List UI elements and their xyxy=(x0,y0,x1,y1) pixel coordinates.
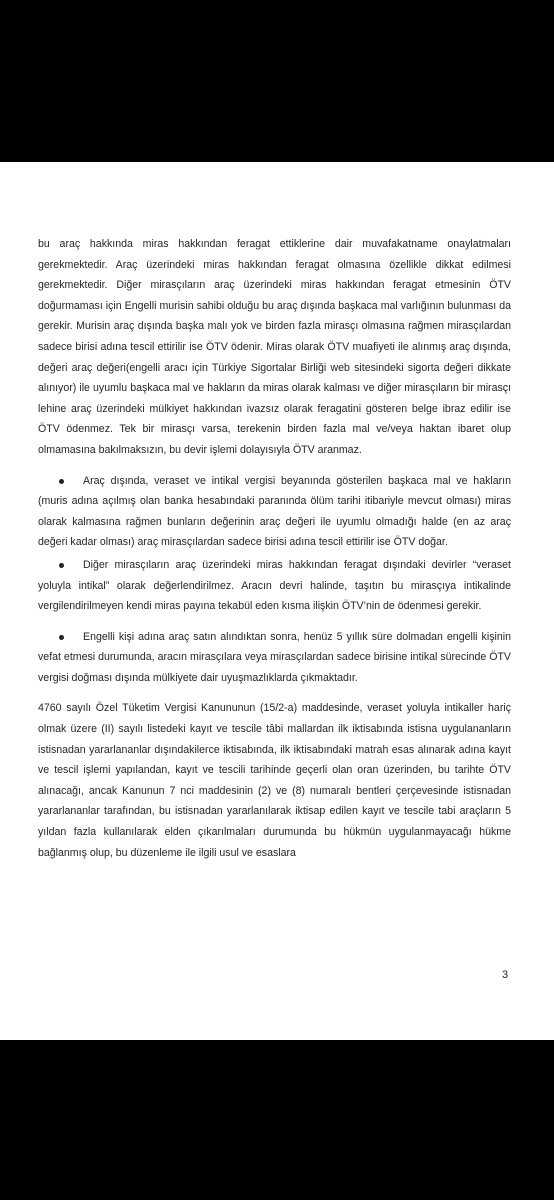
bullet-item xyxy=(38,555,511,617)
paragraph: 4760 sayılı Özel Tüketim Vergisi Kanununun (15/2-a) maddesinde, veraset yoluyla intikaller hariç olmak üzere (II) sayılı listedeki kayıt ve tescile tâbi mallardan ilk iktisabında istisna uygulananların istisnadan yararlananlar dışındakilerce iktisabında, ilk iktisabındaki matrah esas alınarak adına kayıt ve tescil işlemi yapılandan, kayıt ve tescili tarihinde geçerli olan oran üzerinden, bu tarihte ÖTV alınacağı, ancak Kanunun 7 nci maddesinin (2) ve (8) numaralı bentleri çerçevesinde istisnadan yararlananlar tarafından, bu istisnadan yararlanılarak iktisap edilen kayıt ve tescile tabi araçların 5 yıldan fazla kullanılarak elden çıkarılmaları durumunda bu hükmün uygulanmayacağı hükme bağlanmış olup, bu düzenleme ile ilgili usul ve esaslara xyxy=(38,702,511,859)
page-number: 3 xyxy=(502,969,509,981)
bullet-text: Diğer mirasçıların araç üzerindeki miras hakkından feragat dışındaki devirler “veraset yoluyla intikal” olarak değerlendirilmez. Aracın devri halinde, taşıtın bu mirasçıya intikalinde vergilendirilmeyen kendi miras payına tekabül eden kısma ilişkin ÖTV’nin de ödenmesi gerekir. xyxy=(38,558,511,613)
bullet-icon xyxy=(59,479,64,484)
bullet-text: Engelli kişi adına araç satın alındıktan sonra, henüz 5 yıllık süre dolmadan engelli kişinin vefat etmesi durumunda, aracın mirasçılara veya mirasçılardan sadece birisine intikal sürecinde ÖTV vergisi doğması dışında mülkiyete dair uyuşmazlıklarda çıkmaktadır. xyxy=(38,630,511,684)
bullet-text: Araç dışında, veraset ve intikal vergisi beyanında gösterilen başkaca mal ve hakların (muris adına açılmış olan banka hesabındaki paranında ölüm tarihi itibariyle mevcut olması) miras olarak kalmasına rağmen bunların değerinin araç değeri ile uyumlu olmadığı halde (en az araç değeri kadar olması) araç mirasçılardan sadece birisi adına tescil ettirilir ise ÖTV doğar. xyxy=(38,474,511,549)
paragraph: bu araç hakkında miras hakkından feragat ettiklerine dair muvafakatname onaylatmaları gerekmektedir. Araç üzerindeki miras hakkından feragat olmasına özellikle dikkat edilmesi gerekmektedir. Diğer mirasçıların araç üzerindeki miras hakkından feragat etmesinin ÖTV doğurmaması için Engelli murisin sahibi olduğu bu araç dışında başkaca mal varlığının bulunması da gerekir. Murisin araç dışında başka malı yok ve birden fazla mirasçı olmasına rağmen mirasçılardan sadece birisi adına tescil ettirilir ise ÖTV ödenir. Miras olarak ÖTV muafiyeti ile alınmış araç dışında, değeri araç değeri(engelli aracı için Türkiye Sigortalar Birliği web sitesindeki sigorta değeri dikkate alınıyor) ile uyumlu başkaca mal ve hakların da miras olarak kalması ve diğer mirasçıların bir mirasçı lehine araç üzerindeki mülkiyet hakkından ivazsız olarak feragatini gösteren belge ibraz edilir ise ÖTV ödenmez. Tek bir mirasçı varsa, terekenin birden fazla mal ve/veya haktan ibaret olup olmamasına bakılmaksızın, bu devir işlemi dolayısıyla ÖTV aranmaz. xyxy=(38,238,511,456)
bullet-item xyxy=(38,471,511,553)
bullet-icon xyxy=(59,635,64,640)
bullet-item xyxy=(38,627,511,689)
bullet-icon xyxy=(59,563,64,568)
document-body xyxy=(38,234,511,863)
document-page xyxy=(0,162,554,1040)
